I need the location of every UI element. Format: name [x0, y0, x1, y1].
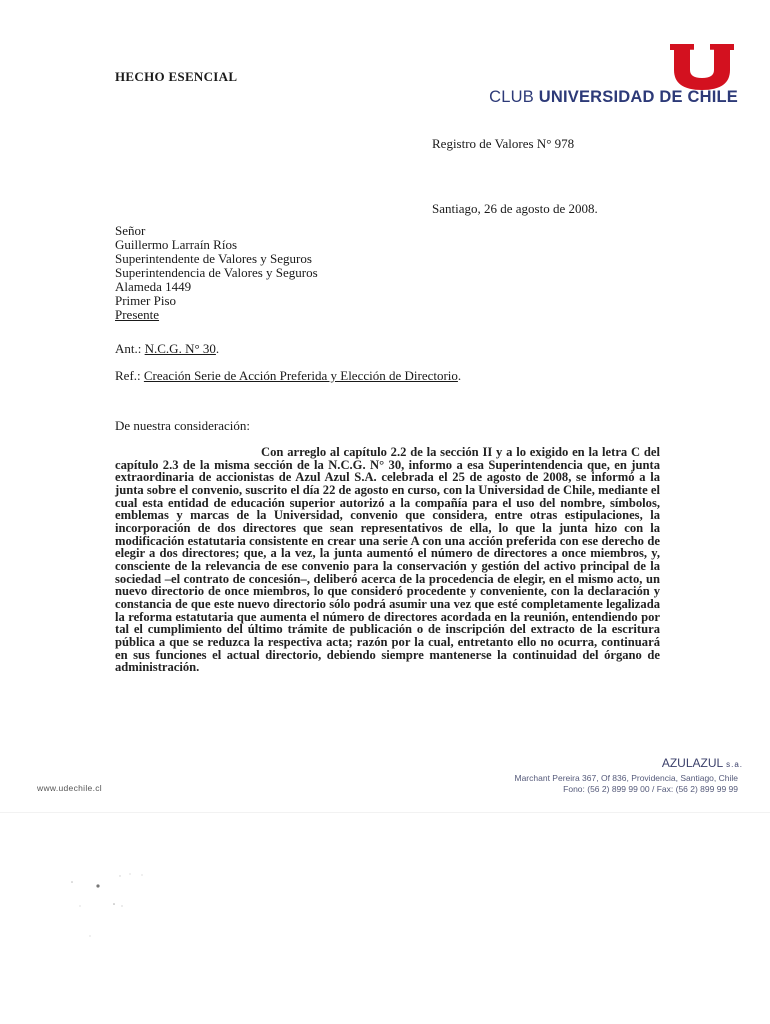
scan-page-edge — [0, 812, 770, 813]
club-name — [489, 88, 738, 107]
recipient-floor: Primer Piso — [115, 293, 177, 308]
ref-label: Ref.: — [115, 368, 144, 383]
letter-date: Santiago, 26 de agosto de 2008. — [432, 201, 598, 216]
recipient-address: Alameda 1449 — [115, 279, 192, 294]
universidad-de-chile-logo — [668, 44, 736, 90]
footer-brand-name: AZULAZUL — [661, 756, 723, 770]
ant-suffix: . — [215, 341, 220, 356]
antecedent-line — [115, 341, 219, 357]
body-text: Con arreglo al capítulo 2.2 de la sección II y a lo exigido en la letra C del capítulo 2.3 de la misma sección de la N.C.G. N° 30, informo a esa Superintendencia que, en junta extraordinaria de accionistas de Azul Azul S.A. celebrada el 25 de agosto de 2008, se informó a la junta sobre el convenio, suscrito el día 22 de agosto en curso, con la Universidad de Chile, mediante el cual esta entidad de educación superior autorizó a la compañía para el uso del nombre, símbolos, emblemas y marcas de la Universidad, convenio que considera, entre otras estipulaciones, la incorporación de dos directores que sean representativos de ella, lo que la junta hizo con la modificación estatutaria consistente en crear una serie A con una acción preferida con ese derecho de elegir a dos directores; que, a la vez, la junta aumentó el número de directores a once miembros, y, consciente de la relevancia de ese convenio para la conservación y gestión del activo principal de la sociedad –el contrato de concesión–, deliberó acerca de la procedencia de elegir, en el mismo acto, un nuevo directorio de once miembros, lo que consideró procedente y conveniente, con la declaración y constancia de que este nuevo directorio sólo podrá asumir una vez que esté completamente legalizada la reforma estatutaria que aumenta el número de directores acordada en la reunión, entendiendo por tal el cumplimiento del último trámite de publicación o de inscripción del extracto de la escritura pública a que se reduzca la respectiva acta; razón por la cual, entretanto ello no ocurra, continuará en sus funciones el actual directorio, debiendo siempre mantenerse la continuidad del órgano de administración. — [115, 445, 660, 675]
footer-address-line2: Fono: (56 2) 899 99 00 / Fax: (56 2) 899 99 99 — [563, 784, 738, 794]
footer-website: www.udechile.cl — [37, 783, 102, 793]
footer-brand — [662, 756, 743, 770]
recipient-presente: Presente — [115, 307, 160, 322]
recipient-salutation: Señor — [115, 223, 146, 238]
reference-line — [115, 368, 461, 384]
club-name-part2: UNIVERSIDAD DE CHILE — [538, 88, 738, 106]
recipient-institution: Superintendencia de Valores y Seguros — [115, 265, 318, 280]
club-name-part1: CLUB — [489, 88, 539, 106]
ref-value: Creación Serie de Acción Preferida y Elección de Directorio — [143, 368, 458, 383]
footer-address — [515, 773, 739, 795]
recipient-name: Guillermo Larraín Ríos — [115, 237, 238, 252]
ant-value: N.C.G. N° 30 — [144, 341, 216, 356]
scan-noise-specks — [60, 862, 180, 952]
footer-address-line1: Marchant Pereira 367, Of 836, Providencia, Santiago, Chile — [514, 773, 738, 783]
ant-label: Ant.: — [115, 341, 145, 356]
footer-brand-suffix: s.a. — [726, 760, 743, 769]
recipient-position: Superintendente de Valores y Seguros — [115, 251, 312, 266]
ref-suffix: . — [457, 368, 462, 383]
document-type-heading: HECHO ESENCIAL — [115, 69, 238, 84]
greeting: De nuestra consideración: — [115, 418, 251, 433]
body-paragraph — [115, 446, 660, 674]
recipient-block — [115, 224, 318, 322]
registro-valores: Registro de Valores N° 978 — [432, 136, 575, 151]
